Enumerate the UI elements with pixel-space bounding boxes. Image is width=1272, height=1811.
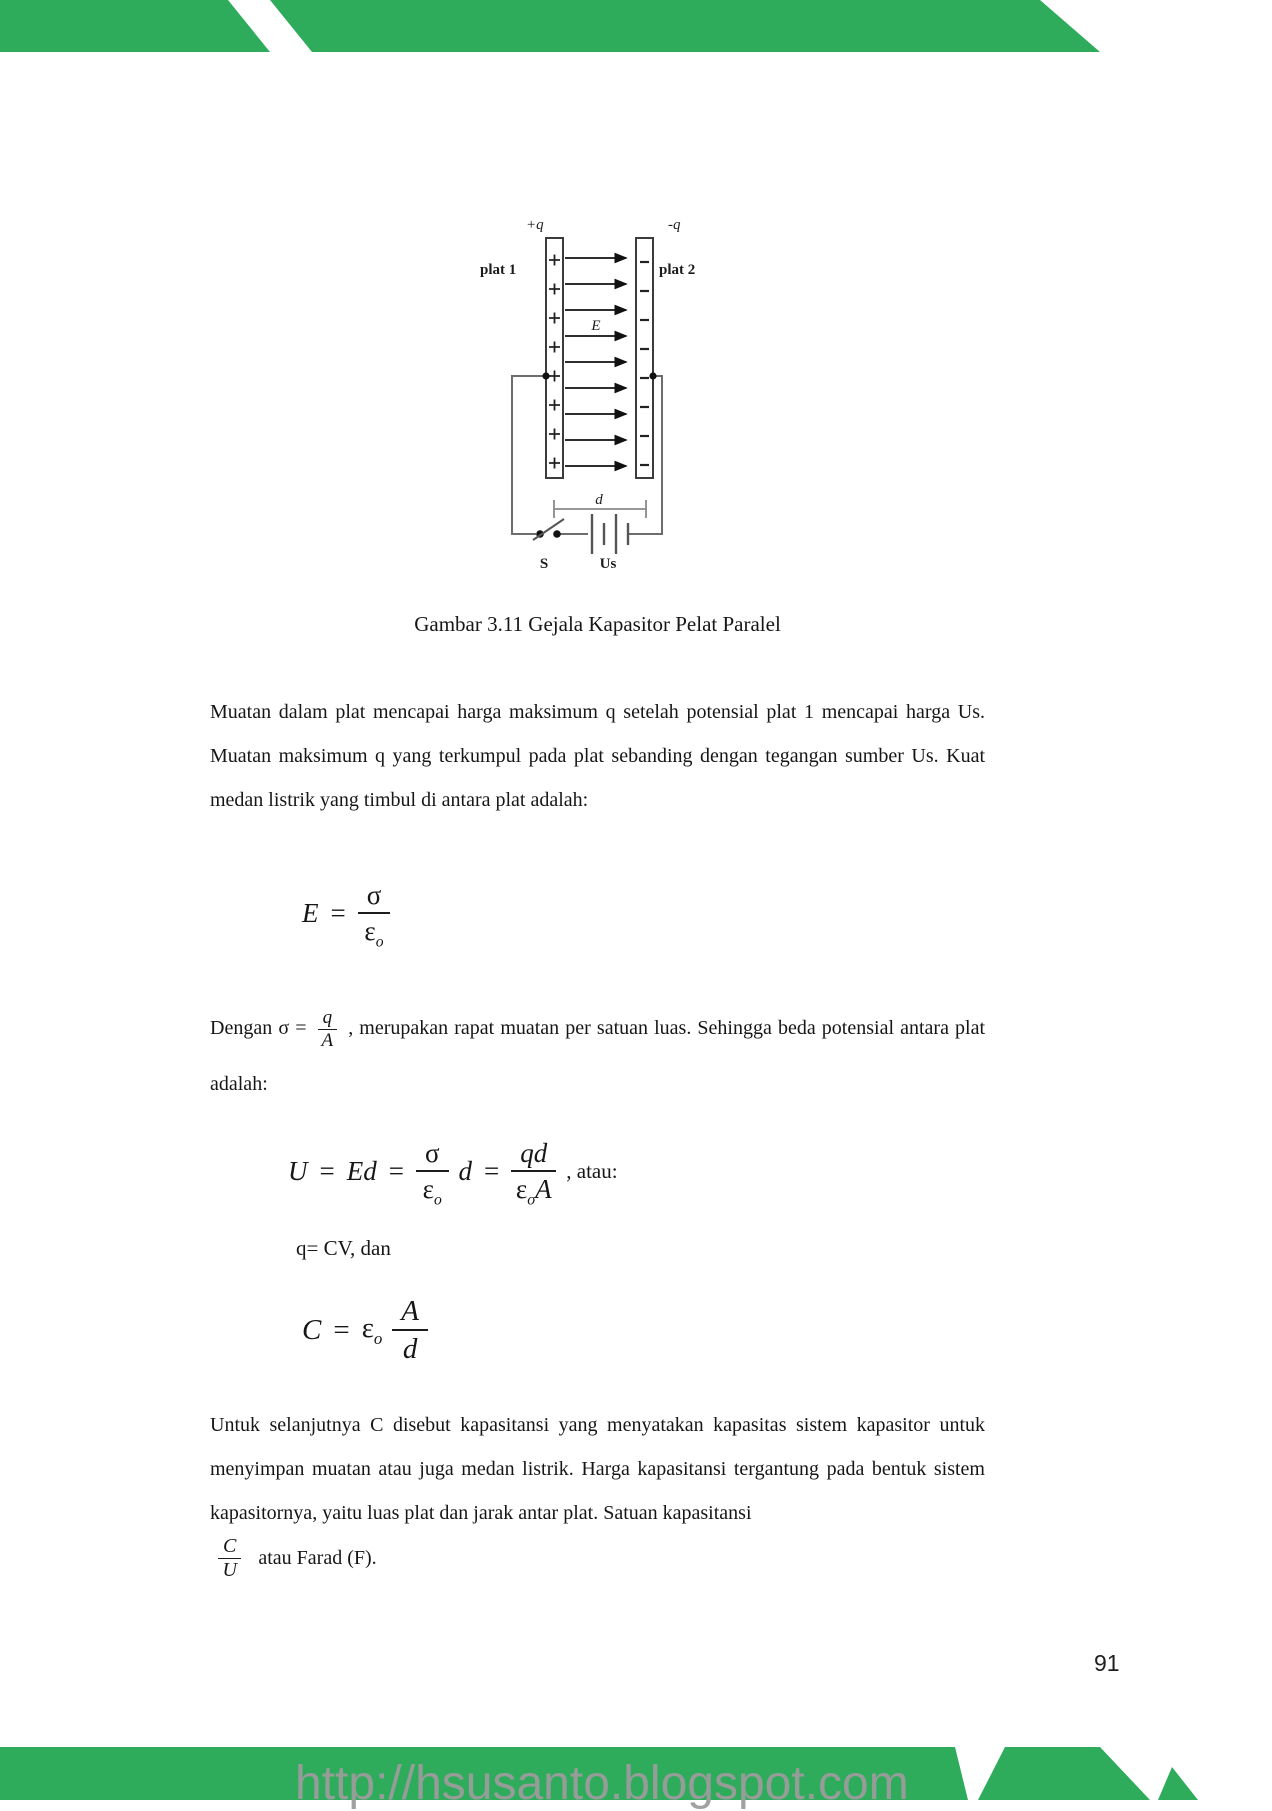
- distance-label: d: [594, 492, 603, 508]
- capacitor-figure: [210, 212, 985, 572]
- p2-sigma-equals: σ =: [278, 1017, 307, 1039]
- top-banner: [0, 0, 1272, 52]
- eq4-lhs: C: [302, 1313, 322, 1346]
- paragraph-intro: Muatan dalam plat mencapai harga maksimum q setelah potensial plat 1 mencapai harga Us. Muatan maksimum q yang terkumpul pada plat sebanding dengan tegangan sumber Us. Kuat medan listrik yang timbul di antara plat adalah:: [210, 701, 985, 811]
- p2-rest: , merupakan rapat muatan per satuan luas. Sehingga beda potensial antara plat adalah:: [210, 1017, 986, 1095]
- source-label: Us: [599, 556, 616, 572]
- inline-fraction-C-over-U: $\frac{C}{U}$: [218, 1536, 241, 1581]
- eq2-lhs: U: [288, 1155, 308, 1186]
- switch-icon: [533, 519, 564, 540]
- paragraph-charge-density: [210, 1000, 985, 1112]
- eq1-rel: =: [330, 897, 346, 928]
- field-label: E: [590, 318, 601, 334]
- top-banner-bar-left: [0, 0, 270, 52]
- equation-voltage: U = Ed = $\frac{\sigma}{\varepsilon_o}$ d = $\frac{qd}{\varepsilon_oA}$ , atau:: [288, 1138, 618, 1209]
- watermark-url: http://hsusanto.blogspot.com: [295, 1757, 909, 1810]
- plate-1: [546, 238, 563, 478]
- charge-right-label: -q: [667, 217, 680, 233]
- eq2-fraction-2: $\frac{qd}{\varepsilon_oA}$: [511, 1138, 556, 1204]
- terminal-dot-right: [649, 372, 656, 379]
- terminal-dot-left: [542, 372, 549, 379]
- bottom-banner-wedge: [1158, 1767, 1198, 1800]
- eq4-coefficient: $\varepsilon_o$: [361, 1312, 383, 1348]
- eq4-fraction: $\frac{A}{d}$: [392, 1295, 428, 1366]
- eq2-tail: , atau:: [566, 1158, 618, 1183]
- plate-2: [636, 238, 653, 478]
- final-line: [213, 1536, 377, 1581]
- field-arrows: [565, 258, 626, 466]
- eq1-fraction: $\frac{\sigma}{\varepsilon_o}$: [358, 880, 391, 946]
- equation-q-cv: q= CV, dan: [296, 1236, 391, 1260]
- switch-label: S: [539, 556, 548, 572]
- plate-right-label: plat 2: [658, 262, 695, 278]
- capacitor-figure-svg: [478, 212, 718, 572]
- equation-field: [302, 880, 390, 951]
- p2-prefix: Dengan: [210, 1017, 273, 1039]
- inline-fraction-q-over-A: $\frac{q}{A}$: [318, 1008, 338, 1051]
- wire-left: [512, 376, 546, 534]
- plate-left-label: plat 1: [479, 262, 516, 278]
- equation-capacitance: C = $\varepsilon_o$ $\frac{A}{d}$: [302, 1295, 428, 1366]
- page-number: 91: [1094, 1650, 1120, 1676]
- top-banner-bar-main: [270, 0, 1100, 52]
- battery-icon: [592, 514, 628, 554]
- eq2-fraction-1: $\frac{\sigma}{\varepsilon_o}$: [416, 1138, 449, 1204]
- paragraph-capacitance: Untuk selanjutnya C disebut kapasitansi yang menyatakan kapasitas sistem kapasitor untuk menyimpan muatan atau juga medan listrik. Harga kapasitansi tergantung pada bentuk sistem kapasitornya, yaitu luas plat dan jarak antar plat. Satuan kapasitansi: [210, 1414, 985, 1524]
- figure-caption: Gambar 3.11 Gejala Kapasitor Pelat Paralel: [414, 612, 781, 636]
- eq1-lhs: E: [302, 897, 319, 928]
- final-line-text: atau Farad (F).: [258, 1547, 377, 1569]
- charge-left-label: +q: [525, 217, 544, 233]
- bottom-banner-bar-right: [978, 1747, 1150, 1800]
